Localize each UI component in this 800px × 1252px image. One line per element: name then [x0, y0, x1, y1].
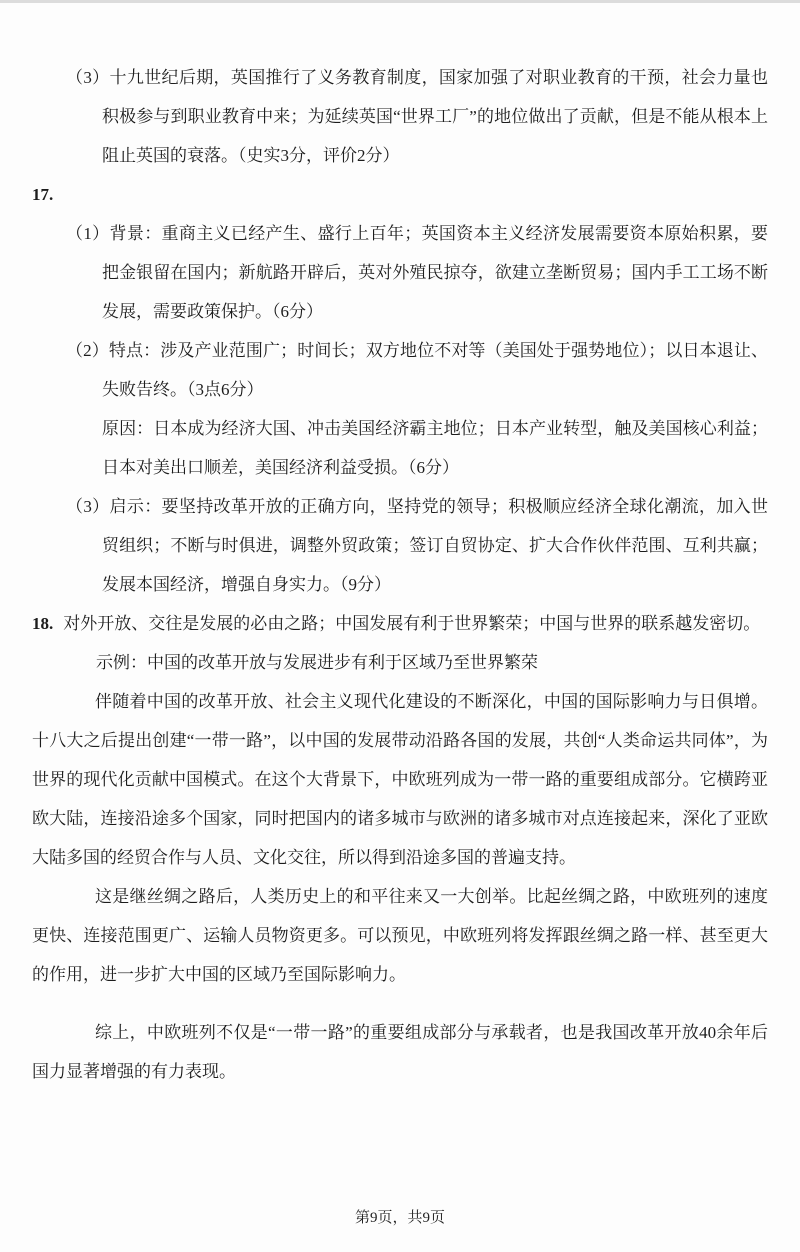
item-text: 原因：日本成为经济大国、冲击美国经济霸主地位；日本产业转型，触及美国核心利益；日本对美出口顺差，美国经济利益受损。（6分） — [102, 419, 768, 477]
page-number-footer: 第9页，共9页 — [354, 1210, 445, 1226]
item-label: （3） — [66, 497, 110, 516]
text-block-hanging — [66, 214, 768, 331]
item-text: 示例：中国的改革开放与发展进步有利于区域乃至世界繁荣 — [96, 653, 538, 672]
item-text: 启示：要坚持改革开放的正确方向，坚持党的领导；积极顺应经济全球化潮流，加入世贸组织；不断与时俱进，调整外贸政策；签订自贸协定、扩大合作伙伴范围、互利共赢；发展本国经济，增强自身实力。（9分） — [102, 497, 769, 594]
item-label: 17. — [32, 185, 54, 204]
item-text: 对外开放、交往是发展的必由之路；中国发展有利于世界繁荣；中国与世界的联系越发密切。 — [63, 614, 761, 633]
text-block-example — [96, 643, 768, 682]
text-block-hanging — [66, 487, 768, 604]
item-text: 十九世纪后期，英国推行了义务教育制度，国家加强了对职业教育的干预，社会力量也积极参与到职业教育中来；为延续英国“世界工厂”的地位做出了贡献，但是不能从根本上阻止英国的衰落。（史实3分，评价2分） — [102, 68, 769, 165]
text-block-qline — [32, 604, 768, 643]
item-text: 综上，中欧班列不仅是“一带一路”的重要组成部分与承载者，也是我国改革开放40余年后国力显著增强的有力表现。 — [32, 1023, 768, 1081]
item-text: 这是继丝绸之路后，人类历史上的和平往来又一大创举。比起丝绸之路，中欧班列的速度更快、连接范围更广、运输人员物资更多。可以预见，中欧班列将发挥跟丝绸之路一样、甚至更大的作用，进一步扩大中国的区域乃至国际影响力。 — [32, 887, 768, 984]
text-block-para — [32, 682, 768, 877]
document-body — [32, 58, 768, 1091]
text-block-hanging — [66, 331, 768, 409]
scan-top-edge — [0, 0, 800, 3]
item-text: 伴随着中国的改革开放、社会主义现代化建设的不断深化，中国的国际影响力与日俱增。十八大之后提出创建“一带一路”，以中国的发展带动沿路各国的发展，共创“人类命运共同体”，为世界的现代化贡献中国模式。在这个大背景下，中欧班列成为一带一路的重要组成部分。它横跨亚欧大陆，连接沿途多个国家，同时把国内的诸多城市与欧洲的诸多城市对点连接起来，深化了亚欧大陆多国的经贸合作与人员、文化交往，所以得到沿途多国的普遍支持。 — [32, 692, 768, 867]
text-block-sub — [102, 409, 768, 487]
text-block-para — [32, 877, 768, 994]
text-block-qnum — [32, 175, 768, 214]
item-label: （2） — [66, 341, 109, 360]
item-text: 特点：涉及产业范围广；时间长；双方地位不对等（美国处于强势地位）；以日本退让、失败告终。（3点6分） — [102, 341, 769, 399]
item-text: 背景：重商主义已经产生、盛行上百年；英国资本主义经济发展需要资本原始积累，要把金银留在国内；新航路开辟后，英对外殖民掠夺，欲建立垄断贸易；国内手工工场不断发展，需要政策保护。（6分） — [102, 224, 769, 321]
text-block-para — [32, 1013, 768, 1091]
item-label: （1） — [66, 224, 110, 243]
item-label: （3） — [66, 68, 110, 87]
text-block-hanging — [66, 58, 768, 175]
item-label: 18. — [32, 614, 54, 633]
